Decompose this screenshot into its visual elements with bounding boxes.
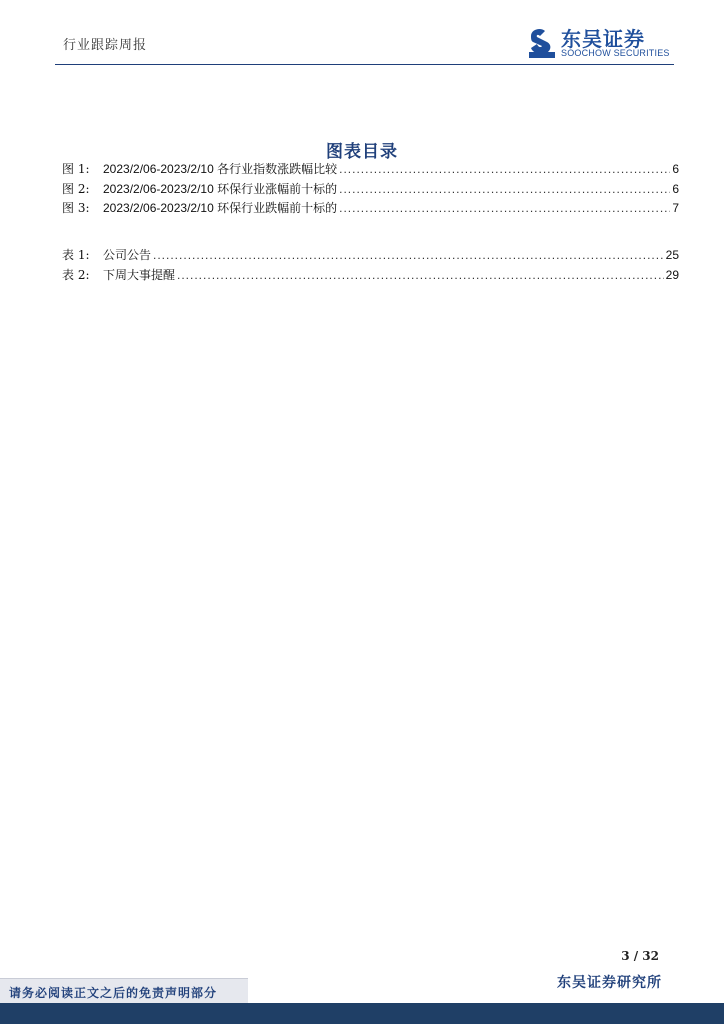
leader-dots <box>339 182 670 196</box>
footer-bar <box>0 1003 724 1024</box>
table-page: 25 <box>665 248 679 262</box>
leader-dots <box>153 248 664 262</box>
logo-cn-text: 东吴证券 <box>561 27 645 51</box>
logo-mark-icon <box>527 26 557 58</box>
report-type-label: 行业跟踪周报 <box>63 38 148 53</box>
disclaimer-tab <box>0 978 248 1004</box>
disclaimer-text: 请务必阅读正文之后的免责声明部分 <box>9 986 218 1000</box>
figure-date: 2023/2/06-2023/2/10 <box>103 162 214 176</box>
table-page: 29 <box>665 267 679 282</box>
figure-title: 环保行业跌幅前十标的 <box>217 201 338 215</box>
figure-date: 2023/2/06-2023/2/10 <box>103 201 214 215</box>
leader-dots <box>177 268 664 282</box>
figure-page: 6 <box>672 162 679 176</box>
table-list <box>62 246 679 285</box>
leader-dots <box>339 201 670 215</box>
logo-en-text: SOOCHOW SECURITIES <box>561 48 670 58</box>
figure-number: 图 2: <box>62 181 90 196</box>
figure-number: 图 1: <box>62 162 90 176</box>
toc-figure-entry[interactable] <box>62 160 679 180</box>
table-number: 表 1: <box>62 248 90 262</box>
table-title: 下周大事提醒 <box>103 267 176 282</box>
footer-brand: 东吴证券研究所 <box>557 975 662 991</box>
figure-title: 各行业指数涨跌幅比较 <box>217 162 338 176</box>
page-number: 3 / 32 <box>621 949 659 963</box>
toc-figure-entry[interactable] <box>62 180 679 200</box>
leader-dots <box>339 162 670 176</box>
figure-date: 2023/2/06-2023/2/10 <box>103 181 214 196</box>
table-title: 公司公告 <box>103 248 152 262</box>
company-logo <box>527 26 672 60</box>
figure-list <box>62 160 679 219</box>
table-number: 表 2: <box>62 267 90 282</box>
toc-table-entry[interactable] <box>62 246 679 266</box>
figure-number: 图 3: <box>62 201 90 215</box>
header-divider <box>55 64 674 65</box>
toc-table-entry[interactable] <box>62 266 679 286</box>
figure-title: 环保行业涨幅前十标的 <box>217 181 338 196</box>
figure-page: 7 <box>672 201 679 215</box>
toc-title: 图表目录 <box>326 142 398 162</box>
figure-page: 6 <box>672 181 679 196</box>
toc-figure-entry[interactable] <box>62 199 679 219</box>
